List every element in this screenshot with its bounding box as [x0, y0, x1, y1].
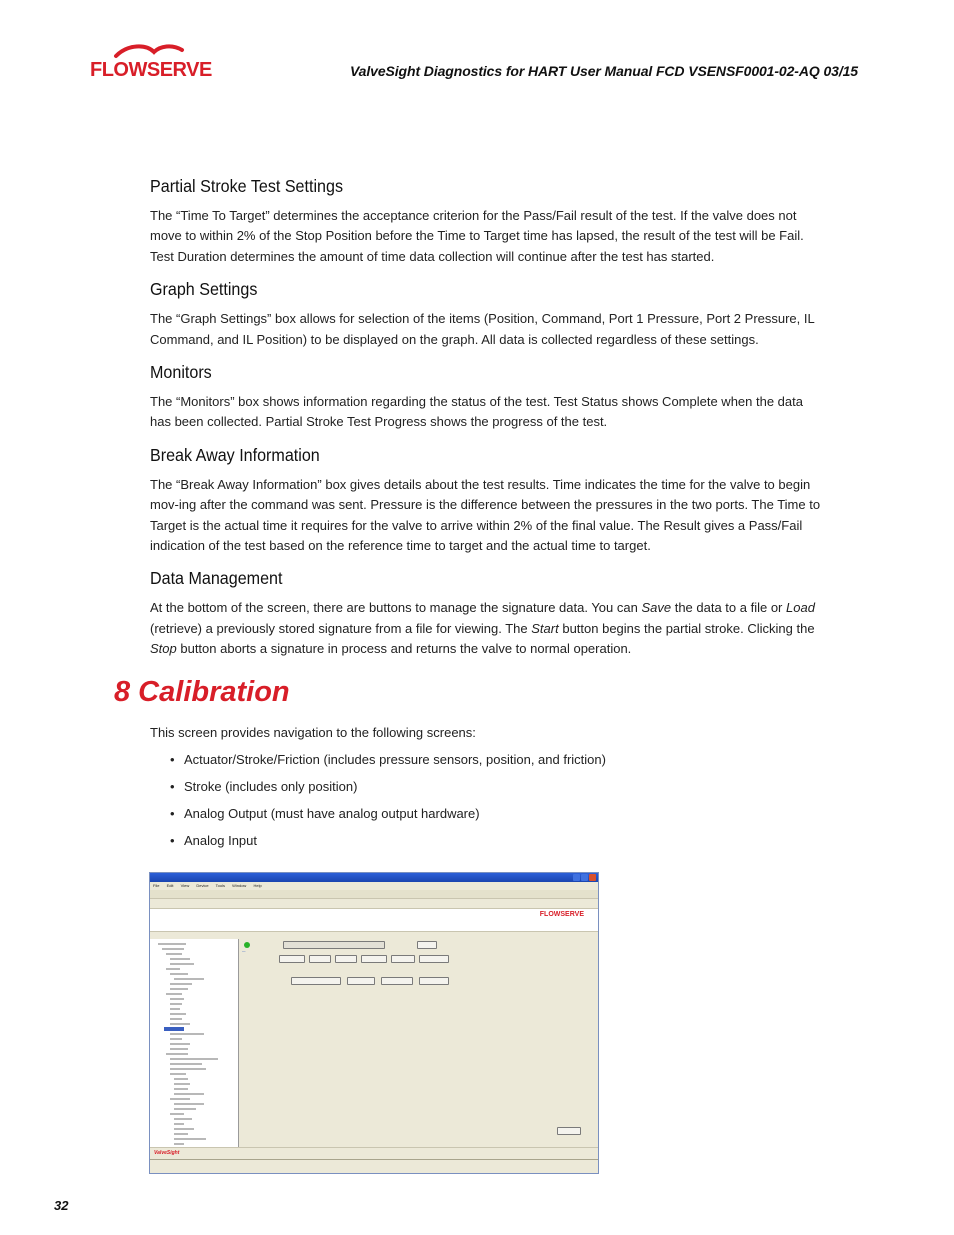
text-run: button begins the partial stroke. Clicking the — [558, 620, 815, 636]
section-partial-stroke-test-settings — [150, 176, 822, 267]
section-monitors — [150, 362, 822, 433]
menu-item: Window — [232, 883, 247, 888]
section-body: The “Graph Settings” box allows for selection of the items (Position, Command, Port 1 Pressure, Port 2 Pressure, IL Command, and IL Position) to be displayed on the graph. All data is collected regardless of these settings. — [150, 311, 815, 347]
emphasis-load: Load — [786, 600, 815, 616]
list-item: • Analog Output (must have analog output hardware) — [170, 804, 606, 831]
list-item: • Actuator/Stroke/Friction (includes pressure sensors, position, and friction) — [170, 750, 606, 777]
maximize-icon — [581, 874, 588, 881]
menu-item: File — [153, 883, 160, 888]
mini-brand: FLOWSERVE — [539, 911, 584, 918]
screenshot-titlebar — [150, 873, 598, 882]
section-graph-settings — [150, 279, 822, 350]
screenshot-toolbar — [150, 890, 598, 899]
menu-item: Device — [196, 883, 209, 888]
menu-item: Edit — [166, 883, 174, 888]
status-indicator — [244, 942, 250, 948]
screenshot-tab — [150, 899, 598, 908]
emphasis-save: Save — [641, 600, 672, 616]
screen-list — [170, 750, 606, 858]
list-item: • Stroke (includes only position) — [170, 777, 606, 804]
page-number: 32 — [54, 1198, 69, 1213]
screenshot-device-header — [150, 908, 598, 932]
svg-text:FLOWSERVE: FLOWSERVE — [90, 59, 212, 81]
emphasis-start: Start — [531, 620, 559, 636]
calibration-screenshot — [149, 872, 599, 1174]
screenshot-menubar — [150, 882, 598, 890]
flowserve-logo — [88, 42, 224, 94]
document-header-title: ValveSight Diagnostics for HART User Manual FCD VSENSF0001-02-AQ 03/15 — [349, 63, 858, 79]
menu-item: Tools — [215, 883, 225, 888]
screenshot-main-panel: — — [241, 939, 592, 1147]
section-data-management — [150, 568, 822, 659]
close-icon — [589, 874, 596, 881]
menu-item: Help — [253, 883, 262, 888]
section-body: The “Break Away Information” box gives details about the test results. Time indicates the time for the valve to begin mov-ing after the command was sent. Pressure is the difference between the pressures in the two ports. The Time to Target is the actual time it requires for the valve to arrive within 2% of the final value. The Result gives a Pass/Fail indication of the test based on the reference time to target and the actual time to target. — [150, 476, 821, 554]
list-item: • Analog Input — [170, 831, 606, 858]
section-heading: Partial Stroke Test Settings — [150, 176, 343, 196]
section-heading: Graph Settings — [150, 279, 258, 300]
screenshot-statusbar — [150, 1159, 598, 1174]
section-heading: Break Away Information — [150, 444, 320, 465]
section-body: The “Monitors” box shows information regarding the status of the test. Test Status shows Complete when the data has been collected. Partial Stroke Test Progress shows the progress of the test. — [150, 394, 803, 430]
menu-item: View — [180, 883, 190, 888]
screenshot-tree — [150, 939, 239, 1147]
chapter-title: 8 Calibration — [114, 676, 290, 708]
section-break-away-information — [150, 445, 822, 557]
text-run: (retrieve) a previously stored signature from a file for viewing. The — [150, 620, 532, 636]
section-body — [150, 598, 822, 659]
text-run: button aborts a signature in process and returns the valve to normal operation. — [176, 641, 632, 657]
text-run: the data to a file or — [671, 600, 786, 616]
footer-brand: ValveSight — [154, 1150, 180, 1156]
content — [150, 176, 822, 672]
section-body: The “Time To Target” determines the acceptance criterion for the Pass/Fail result of the test. If the valve does not move to within 2% of the Stop Position before the Time to Target time has lapsed, the result of the test will be Fail. Test Duration determines the amount of time data collection will continue after the test has started. — [150, 208, 804, 264]
screenshot-body — [150, 939, 598, 1147]
section-heading: Monitors — [150, 362, 212, 383]
minimize-icon — [573, 874, 580, 881]
section-heading: Data Management — [150, 568, 283, 589]
emphasis-stop: Stop — [150, 641, 177, 657]
text-run: At the bottom of the screen, there are buttons to manage the signature data. You can — [150, 600, 642, 616]
chapter-intro: This screen provides navigation to the following screens: — [150, 725, 476, 740]
